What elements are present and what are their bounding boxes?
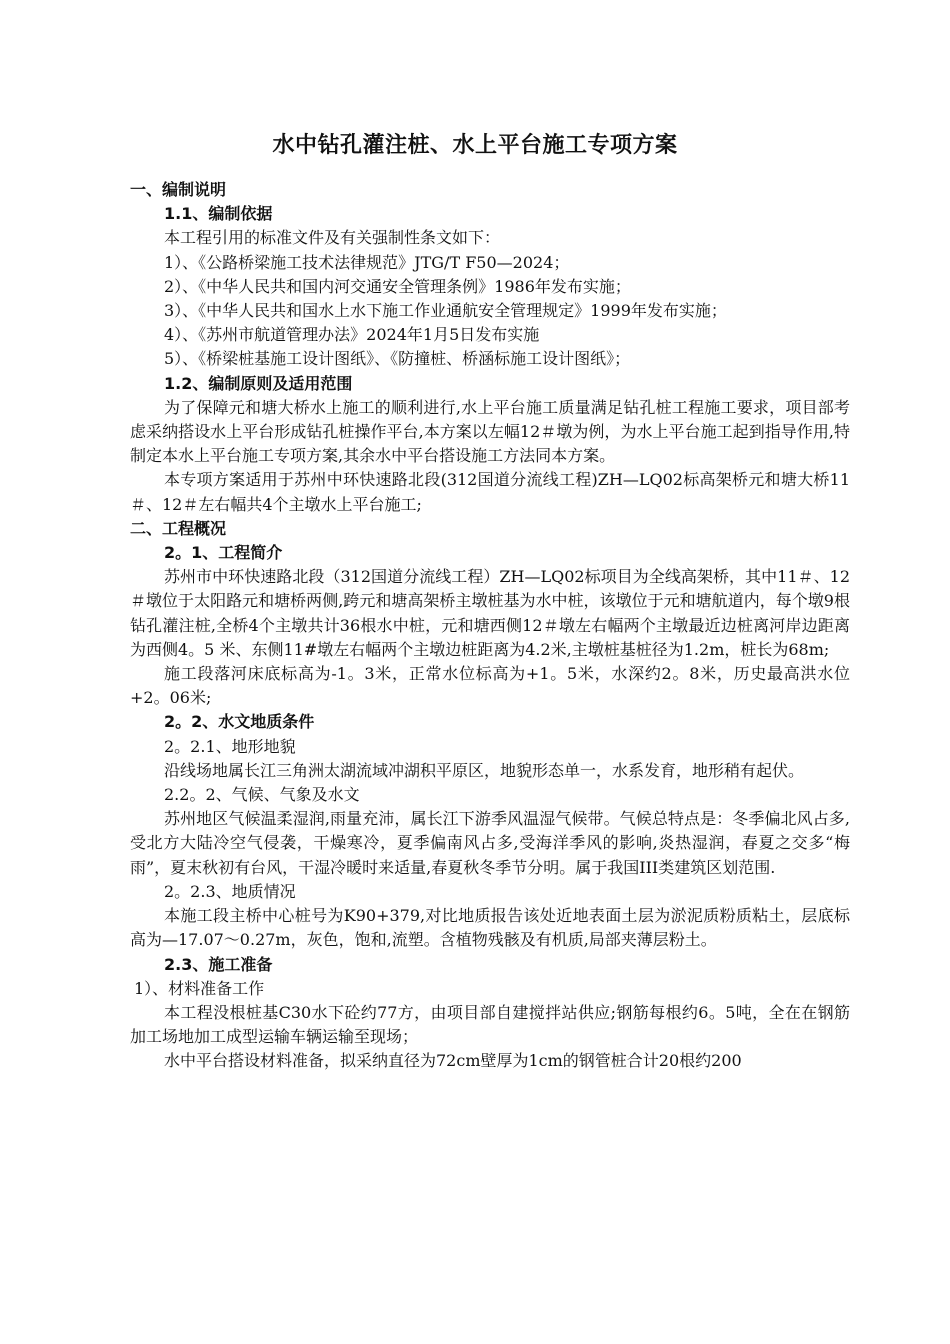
subsection-heading: 2。1、工程简介: [164, 543, 283, 563]
reference-item: 3）、《中华人民共和国水上水下施工作业通航安全管理规定》1999年发布实施；: [164, 301, 727, 321]
subsection-heading: 2。2、水文地质条件: [164, 712, 315, 732]
paragraph: 本施工段主桥中心桩号为K90+379,对比地质报告该处近地表面土层为淤泥质粉质粘土，层底标高为—17.07～0.27m，灰色，饱和,流塑。含植物残骸及有机质,局部夹薄层粉土。: [130, 906, 850, 950]
sub-subsection-heading: 2。2.1、地形地貌: [164, 736, 296, 756]
reference-item: 2）、《中华人民共和国内河交通安全管理条例》1986年发布实施；: [164, 276, 631, 296]
subsection-heading: 1.2、编制原则及适用范围: [164, 373, 353, 393]
sub-subsection-heading: 1）、材料准备工作: [134, 978, 265, 998]
reference-item: 4）、《苏州市航道管理办法》2024年1月5日发布实施: [164, 325, 540, 345]
subsection-heading: 2.3、施工准备: [164, 954, 273, 974]
paragraph: 施工段落河床底标高为-1。3米，正常水位标高为+1。5米，水深约2。8米，历史最高洪水位+2。06米;: [130, 664, 850, 708]
document-title: 水中钻孔灌注桩、水上平台施工专项方案: [272, 133, 678, 158]
paragraph: 为了保障元和塘大桥水上施工的顺利进行,水上平台施工质量满足钻孔桩工程施工要求，项目部考虑采纳搭设水上平台形成钻孔桩操作平台,本方案以左幅12＃墩为例，为水上平台施工起到指导作用,特制定本水上平台施工专项方案,其余水中平台搭设施工方法同本方案。: [130, 397, 850, 466]
sub-subsection-heading: 2。2.3、地质情况: [164, 881, 296, 901]
paragraph: 本工程没根桩基C30水下砼约77方，由项目部自建搅拌站供应;钢筋每根约6。5吨，全在在钢筋加工场地加工成型运输车辆运输至现场；: [130, 1002, 850, 1047]
reference-item: 1）、《公路桥梁施工技术法律规范》JTG/T F50—2024；: [164, 252, 570, 272]
document-body: [130, 178, 850, 1074]
sub-subsection-heading: 2.2。2、气候、气象及水文: [164, 785, 360, 805]
paragraph: 苏州市中环快速路北段（312国道分流线工程）ZH—LQ02标项目为全线高架桥，其中11＃、12＃墩位于太阳路元和塘桥两侧,跨元和塘高架桥主墩桩基为水中桩，该墩位于元和塘航道内，每个墩9根钻孔灌注桩,全桥4个主墩共计36根水中桩，元和塘西侧12＃墩左右幅两个主墩最近边桩离河岸边距离为西侧4。5 米、东侧11#墩左右幅两个主墩边桩距离为4.2米,主墩桩基桩径为1.2m，桩长为68m;: [130, 567, 850, 659]
paragraph: 本专项方案适用于苏州中环快速路北段(312国道分流线工程)ZH—LQ02标高架桥元和塘大桥11＃、12＃左右幅共4个主墩水上平台施工;: [130, 470, 850, 514]
paragraph: 水中平台搭设材料准备，拟采纳直径为72cm壁厚为1cm的钢管桩合计20根约200: [164, 1051, 742, 1071]
reference-item: 5）、《桥梁桩基施工设计图纸》、《防撞桩、桥涵标施工设计图纸》；: [164, 349, 631, 369]
paragraph: 苏州地区气候温柔湿润,雨量充沛，属长江下游季风温湿气候带。气候总特点是：冬季偏北风占多,受北方大陆冷空气侵袭，干燥寒冷，夏季偏南风占多,受海洋季风的影响,炎热湿润，春夏之交多“梅雨”，夏末秋初有台风，干湿冷暖时来适量,春夏秋冬季节分明。属于我国III类建筑区划范围.: [130, 809, 850, 877]
section-heading: 二、工程概况: [130, 518, 227, 538]
subsection-heading: 1.1、编制依据: [164, 204, 273, 224]
paragraph: 沿线场地属长江三角洲太湖流域冲湖积平原区，地貌形态单一，水系发育，地形稍有起伏。: [164, 760, 805, 780]
paragraph: 本工程引用的标准文件及有关强制性条文如下：: [164, 228, 501, 248]
section-heading: 一、编制说明: [130, 180, 227, 199]
